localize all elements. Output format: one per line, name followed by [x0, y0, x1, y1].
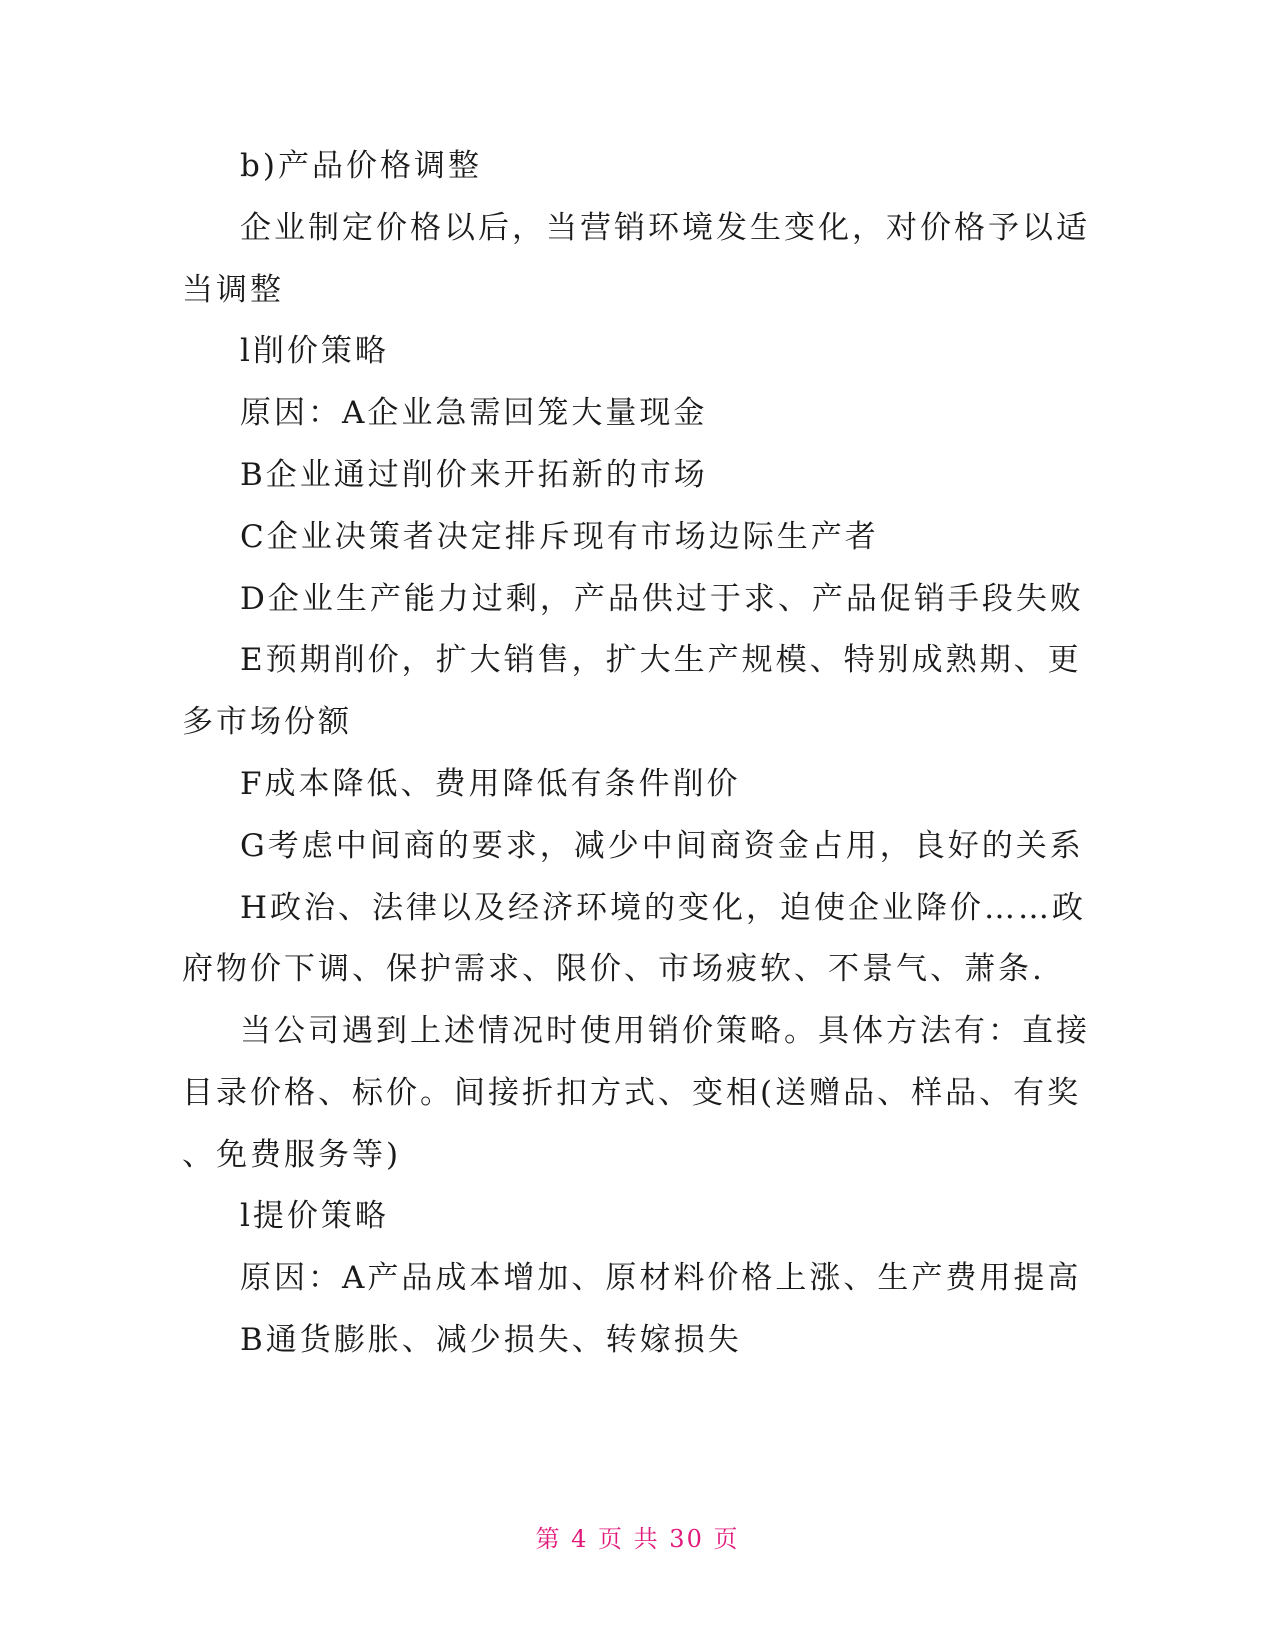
- paragraph-line: 原因：A企业急需回笼大量现金: [240, 395, 708, 431]
- paragraph-line: 多市场份额: [182, 704, 352, 740]
- paragraph-line: 府物价下调、保护需求、限价、市场疲软、不景气、萧条.: [182, 951, 1045, 987]
- subheading: l提价策略: [240, 1198, 389, 1234]
- paragraph-line: C企业决策者决定排斥现有市场边际生产者: [240, 519, 879, 555]
- paragraph-line: 当调整: [182, 272, 284, 308]
- paragraph-line: B通货膨胀、减少损失、转嫁损失: [240, 1322, 742, 1358]
- paragraph-line: 企业制定价格以后，当营销环境发生变化，对价格予以适: [240, 210, 1090, 246]
- paragraph-line: F成本降低、费用降低有条件削价: [240, 766, 741, 802]
- page-number-footer: 第 4 页 共 30 页: [535, 1525, 740, 1553]
- paragraph-line: 当公司遇到上述情况时使用销价策略。具体方法有：直接: [240, 1013, 1090, 1049]
- paragraph-line: 、免费服务等): [182, 1137, 402, 1173]
- section-heading: b)产品价格调整: [240, 148, 482, 184]
- subheading: l削价策略: [240, 333, 389, 369]
- paragraph-line: D企业生产能力过剩，产品供过于求、产品促销手段失败: [240, 581, 1084, 617]
- paragraph-line: G考虑中间商的要求，减少中间商资金占用，良好的关系: [240, 828, 1084, 864]
- paragraph-line: 目录价格、标价。间接折扣方式、变相(送赠品、样品、有奖: [182, 1075, 1082, 1111]
- paragraph-line: 原因：A产品成本增加、原材料价格上涨、生产费用提高: [240, 1260, 1082, 1296]
- paragraph-line: E预期削价，扩大销售，扩大生产规模、特别成熟期、更: [240, 642, 1082, 678]
- paragraph-line: B企业通过削价来开拓新的市场: [240, 457, 708, 493]
- paragraph-line: H政治、法律以及经济环境的变化，迫使企业降价……政: [240, 890, 1087, 926]
